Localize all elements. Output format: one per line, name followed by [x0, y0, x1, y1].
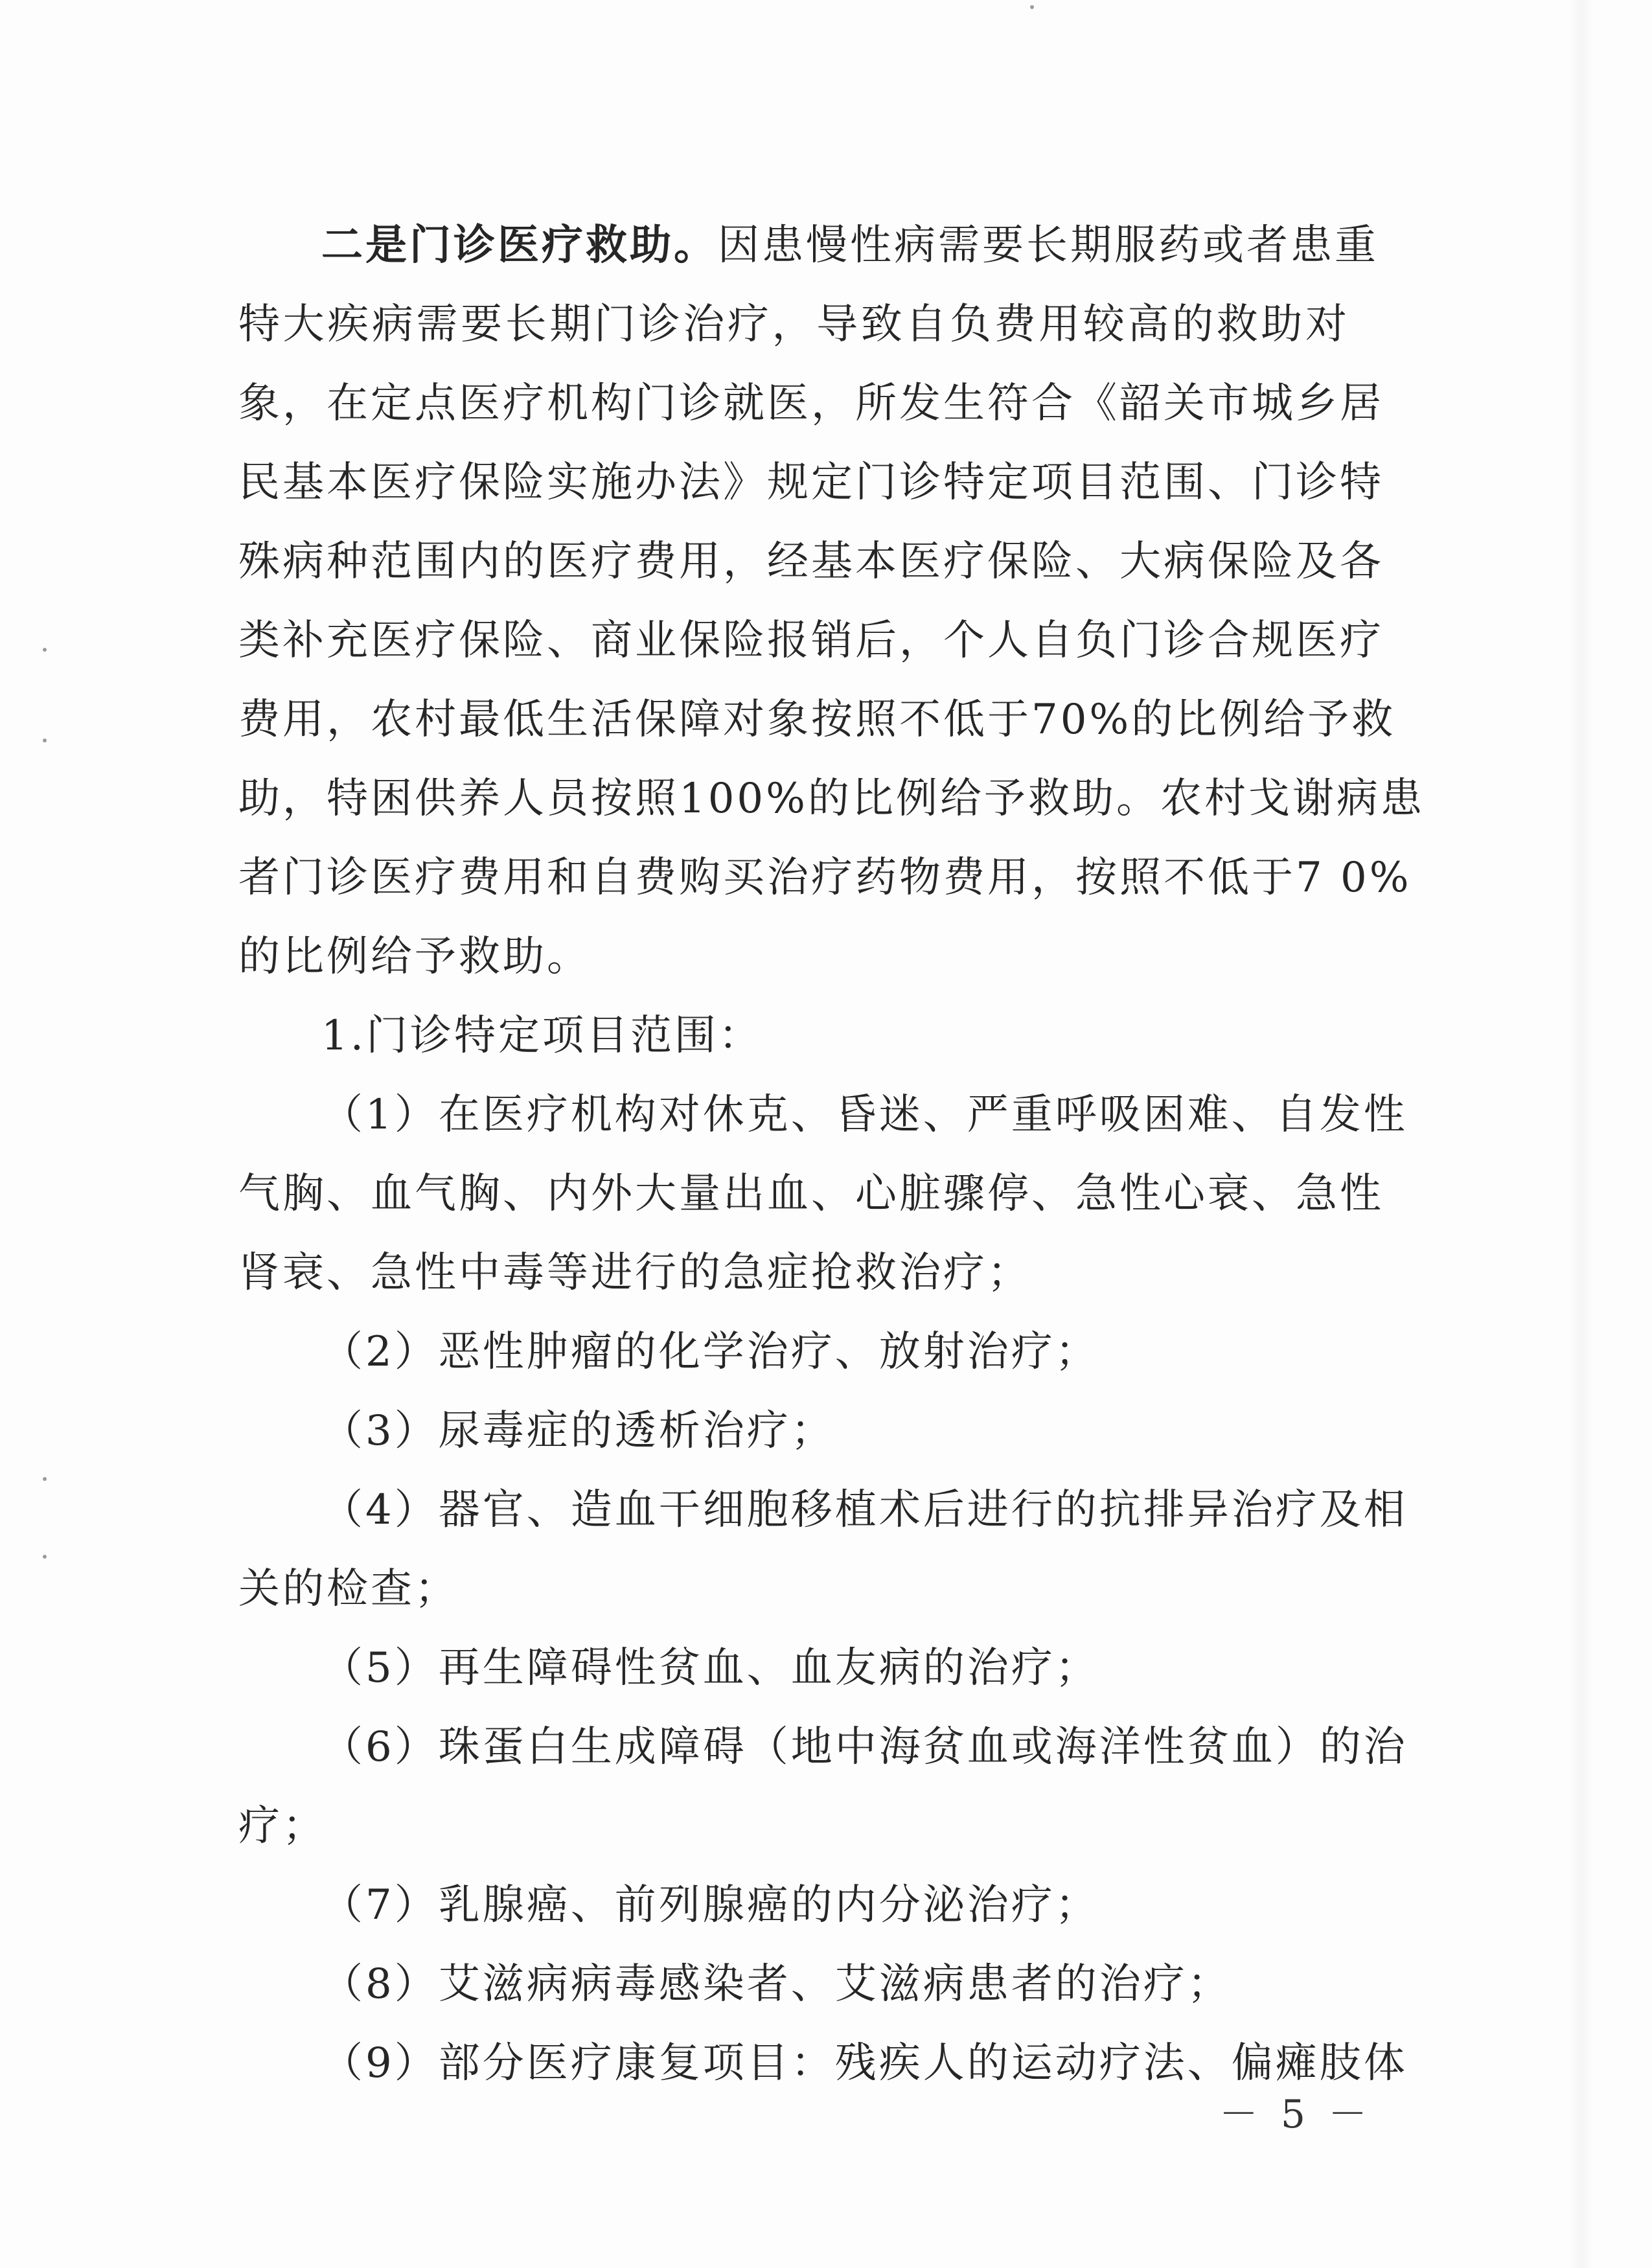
list-item-continuation: 气胸、血气胸、内外大量出血、心脏骤停、急性心衰、急性: [238, 1170, 1384, 1218]
list-item: （3）尿毒症的透析治疗；: [321, 1407, 835, 1455]
paragraph-line: 象，在定点医疗机构门诊就医，所发生符合《韶关市城乡居: [238, 380, 1384, 428]
list-item-continuation: 关的检查；: [238, 1565, 459, 1613]
scan-shadow: [1568, 0, 1594, 2268]
binding-hole-mark: [43, 739, 47, 742]
paragraph-line: 特大疾病需要长期门诊治疗，导致自负费用较高的救助对: [238, 301, 1349, 349]
paragraph-line: 的比例给予救助。: [238, 933, 591, 981]
list-item: （9）部分医疗康复项目：残疾人的运动疗法、偏瘫肢体: [321, 2039, 1408, 2087]
binding-hole-mark: [43, 648, 47, 652]
binding-hole-mark: [43, 1477, 47, 1481]
list-item: （6）珠蛋白生成障碍（地中海贫血或海洋性贫血）的治: [321, 1723, 1408, 1771]
list-item-continuation: 肾衰、急性中毒等进行的急症抢救治疗；: [238, 1249, 1031, 1297]
list-item: （2）恶性肿瘤的化学治疗、放射治疗；: [321, 1328, 1099, 1376]
paragraph-line: 者门诊医疗费用和自费购买治疗药物费用，按照不低于7 0%: [238, 854, 1412, 902]
paragraph-line: 助，特困供养人员按照100%的比例给予救助。农村戈谢病患: [238, 775, 1425, 823]
list-heading: 1.门诊特定项目范围：: [321, 1012, 763, 1060]
body-text: [238, 206, 1425, 2103]
scan-speck: [1030, 5, 1034, 9]
list-item: （7）乳腺癌、前列腺癌的内分泌治疗；: [321, 1881, 1099, 1929]
list-item: （8）艾滋病病毒感染者、艾滋病患者的治疗；: [321, 1960, 1232, 2008]
section-heading: 二是门诊医疗救助。: [321, 221, 718, 269]
page-number: － 5 －: [1219, 2092, 1373, 2137]
list-item: （5）再生障碍性贫血、血友病的治疗；: [321, 1644, 1099, 1692]
paragraph-line: 民基本医疗保险实施办法》规定门诊特定项目范围、门诊特: [238, 459, 1384, 507]
list-item-continuation: 疗；: [238, 1802, 327, 1850]
list-item: （4）器官、造血干细胞移植术后进行的抗排异治疗及相: [321, 1486, 1408, 1534]
binding-hole-mark: [43, 1555, 47, 1559]
paragraph-line: 二是门诊医疗救助。因患慢性病需要长期服药或者患重: [321, 221, 1379, 269]
paragraph-line: 费用，农村最低生活保障对象按照不低于70%的比例给予救: [238, 696, 1396, 744]
paragraph-line: 殊病种范围内的医疗费用，经基本医疗保险、大病保险及各: [238, 538, 1384, 586]
paragraph-line: 类补充医疗保险、商业保险报销后，个人自负门诊合规医疗: [238, 617, 1384, 665]
list-item: （1）在医疗机构对休克、昏迷、严重呼吸困难、自发性: [321, 1091, 1408, 1139]
